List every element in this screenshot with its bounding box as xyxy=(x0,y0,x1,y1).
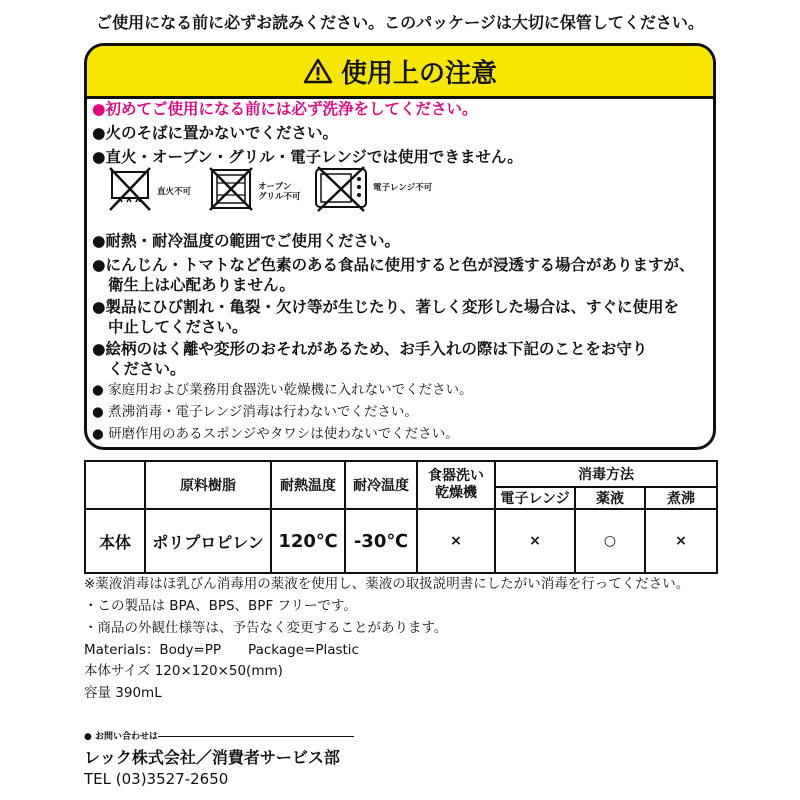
contact-tel: TEL (03)3527-2650 xyxy=(84,770,229,788)
caution-line-temperature: ●耐熱・耐冷温度の範囲でご使用ください。 xyxy=(92,232,401,250)
row-label: 本体 xyxy=(85,509,145,573)
top-note: ご使用になる前に必ずお読みください。このパッケージは大切に保管してください。 xyxy=(96,13,704,32)
grill-label: グリル xyxy=(258,192,284,202)
header-dishwasher-line1: 食器洗い xyxy=(428,468,484,484)
footnote-chemical: ※薬液消毒はほ乳びん消毒用の薬液を使用し、薬液の取扱説明書にしたがい消毒を行ってください。 xyxy=(84,576,690,592)
cell-boiling: × xyxy=(645,509,717,573)
cell-chemical: ○ xyxy=(575,509,645,573)
footnote-spec-change: ・商品の外観仕様等は、予告なく変更することがあります。 xyxy=(84,620,448,636)
cell-microwave: × xyxy=(495,509,575,573)
caution-header xyxy=(87,46,713,99)
header-disinfection: 消毒方法 xyxy=(495,461,717,487)
caution-line-color: ●にんじん・トマトなど色素のある食品に使用すると色が浸透する場合がありますが、 xyxy=(92,256,695,274)
no-microwave-icon xyxy=(313,165,369,213)
caution-line-damage: ●製品にひび割れ・亀裂・欠け等が生じたり、著しく変形した場合は、すぐに使用を xyxy=(92,298,680,316)
caution-line-care-cont: ください。 xyxy=(108,360,186,378)
header-microwave: 電子レンジ xyxy=(495,487,575,509)
no-oven-grill-icon xyxy=(208,166,254,212)
caution-line-wash: ●初めてご使用になる前には必ず洗浄をしてください。 xyxy=(92,100,478,118)
caution-sub-disinfect: ● 煮沸消毒・電子レンジ消毒は行わないでください。 xyxy=(92,404,418,420)
warning-icon xyxy=(303,58,333,84)
footnote-bpa: ・この製品は BPA、BPS、BPF フリーです。 xyxy=(84,598,357,614)
caution-sub-sponge: ● 研磨作用のあるスポンジやタワシは使わないでください。 xyxy=(92,426,459,442)
cell-dishwasher: × xyxy=(417,509,495,573)
contact-company: レック株式会社／消費者サービス部 xyxy=(84,748,340,767)
not-allowed-label: 不可 xyxy=(283,192,301,202)
caution-line-fire: ●火のそばに置かないでください。 xyxy=(92,124,339,142)
header-dishwasher xyxy=(417,461,495,509)
contact-divider xyxy=(158,736,354,737)
footnote-size: 本体サイズ 120×120×50(mm) xyxy=(84,663,283,679)
footnote-materials: Materials：Body=PP Package=Plastic xyxy=(84,642,359,658)
caution-sub-dishwasher: ● 家庭用および業務用食器洗い乾燥機に入れないでください。 xyxy=(92,382,473,398)
cell-heat: 120℃ xyxy=(271,509,345,573)
no-direct-fire-icon xyxy=(108,166,152,212)
caution-line-appliances: ●直火・オーブン・グリル・電子レンジでは使用できません。 xyxy=(92,148,523,166)
header-resin: 原料樹脂 xyxy=(145,461,271,509)
caution-line-color-cont: 衛生上は心配ありません。 xyxy=(108,276,295,294)
caution-title: 使用上の注意 xyxy=(340,58,497,89)
spec-table xyxy=(84,460,718,574)
direct-fire-label: 直火不可 xyxy=(157,187,192,197)
contact-label: ● お問い合わせは xyxy=(84,732,158,742)
header-empty xyxy=(85,461,145,509)
microwave-label: 電子レンジ不可 xyxy=(373,183,433,193)
header-boiling: 煮沸 xyxy=(645,487,717,509)
header-heat: 耐熱温度 xyxy=(271,461,345,509)
oven-label: オーブン xyxy=(258,182,292,192)
caution-line-damage-cont: 中止してください。 xyxy=(108,318,248,336)
cell-cold: -30℃ xyxy=(345,509,417,573)
header-dishwasher-line2: 乾燥機 xyxy=(435,485,477,501)
oven-grill-label xyxy=(258,182,301,202)
header-cold: 耐冷温度 xyxy=(345,461,417,509)
cell-resin: ポリプロピレン xyxy=(145,509,271,573)
footnote-capacity: 容量 390mL xyxy=(84,685,162,701)
caution-line-care: ●絵柄のはく離や変形のおそれがあるため、お手入れの際は下記のことをお守り xyxy=(92,340,648,358)
header-chemical: 薬液 xyxy=(575,487,645,509)
